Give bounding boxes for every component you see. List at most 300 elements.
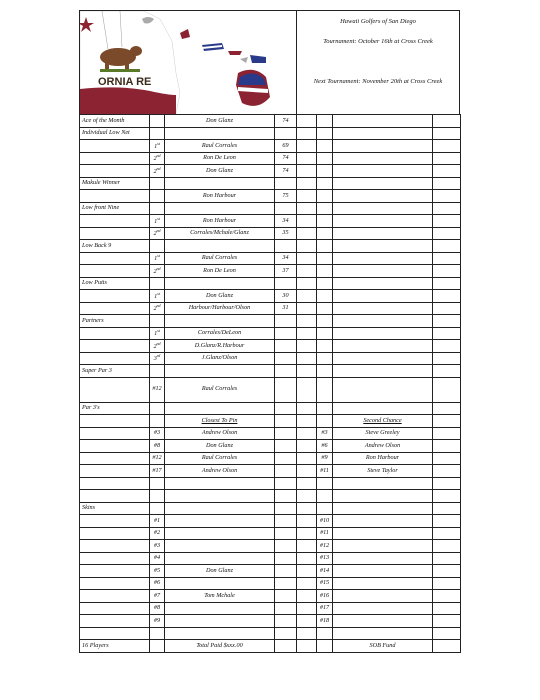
score-cell [275,315,297,328]
place-number: 1 [154,142,158,150]
second-name-cell [333,140,433,153]
section-row [80,502,461,515]
score-cell [275,527,297,540]
place-cell [150,252,165,265]
place-cell: #3 [150,540,165,553]
score-cell [275,465,297,478]
score-cell [275,615,297,628]
score-cell: 30 [275,290,297,303]
place-number: 1 [154,330,158,338]
label-cell [80,552,150,565]
spacer-cell [297,465,317,478]
second-name-cell [333,252,433,265]
place-cell [150,502,165,515]
name-cell [165,552,275,565]
name-cell [165,615,275,628]
label-cell: Par 3's [80,402,150,415]
second-name-cell [333,190,433,203]
hole-cell [317,190,333,203]
place-cell: #17 [150,465,165,478]
second-name-cell [333,527,433,540]
tournament-info [296,10,460,115]
hole-cell [317,252,333,265]
place-cell: #12 [150,452,165,465]
flag-text: ORNIA RE [98,76,152,88]
spacer-cell [297,502,317,515]
spacer-cell [297,277,317,290]
name-cell [165,277,275,290]
end-cell [433,215,461,228]
score-cell [275,202,297,215]
end-cell [433,627,461,640]
section-row [80,240,461,253]
name-cell [165,577,275,590]
second-name-cell [333,552,433,565]
place-suffix: rd [156,353,161,359]
hole-cell [317,327,333,340]
tournament-date: Tournament: October 16th at Cross Creek [323,38,433,45]
second-name-cell [333,277,433,290]
place-cell: #7 [150,590,165,603]
spacer-cell [297,402,317,415]
label-cell [80,190,150,203]
name-cell [165,502,275,515]
end-cell [433,527,461,540]
name-cell: Andrew Olson [165,465,275,478]
score-cell [275,627,297,640]
place-cell [150,165,165,178]
table-row [80,340,461,353]
place-number: 1 [154,255,158,263]
place-cell: #8 [150,440,165,453]
spacer-cell [297,127,317,140]
place-number: 2 [153,230,157,238]
score-cell: 74 [275,115,297,128]
score-cell [275,602,297,615]
place-cell: #6 [150,577,165,590]
spacer-cell [297,190,317,203]
spacer-cell [297,590,317,603]
second-name-cell [333,227,433,240]
name-cell [165,540,275,553]
end-cell [433,315,461,328]
second-name-cell [333,502,433,515]
table-row [80,565,461,578]
score-cell: 35 [275,227,297,240]
end-cell [433,565,461,578]
end-cell [433,515,461,528]
label-cell [80,265,150,278]
score-cell [275,127,297,140]
spacer-cell [297,115,317,128]
second-name-cell [333,565,433,578]
hole-cell [317,240,333,253]
label-cell [80,415,150,428]
label-cell [80,477,150,490]
end-cell [433,277,461,290]
end-cell [433,202,461,215]
name-cell: Ron Harbour [165,190,275,203]
table-row [80,227,461,240]
second-name-cell [333,327,433,340]
table-row [80,415,461,428]
hole-cell [317,477,333,490]
end-cell [433,352,461,365]
table-row [80,327,461,340]
name-cell [165,627,275,640]
label-cell [80,577,150,590]
hole-cell: #3 [317,427,333,440]
table-row [80,477,461,490]
spacer-cell [297,415,317,428]
place-number: 1 [154,217,158,225]
place-suffix: nd [156,165,161,171]
end-cell [433,552,461,565]
second-name-cell [333,302,433,315]
spacer-cell [297,152,317,165]
hole-cell: #14 [317,565,333,578]
spacer-cell [297,352,317,365]
place-suffix: st [157,215,160,221]
spacer-cell [297,377,317,402]
name-cell: Raul Corrales [165,140,275,153]
table-row [80,452,461,465]
end-cell [433,340,461,353]
header [79,10,460,115]
label-cell [80,615,150,628]
second-name-cell [333,152,433,165]
hole-cell [317,640,333,653]
score-cell: 37 [275,265,297,278]
score-cell: 74 [275,152,297,165]
spacer-cell [297,165,317,178]
second-name-cell: Steve Taylor [333,465,433,478]
end-cell [433,365,461,378]
second-name-cell [333,352,433,365]
table-row [80,302,461,315]
place-cell: #3 [150,427,165,440]
hole-cell [317,315,333,328]
label-cell [80,290,150,303]
place-number: 1 [154,292,158,300]
name-cell [165,365,275,378]
score-cell: 34 [275,252,297,265]
place-number: 2 [153,167,157,175]
score-cell [275,577,297,590]
hole-cell [317,177,333,190]
end-cell [433,190,461,203]
table-row [80,515,461,528]
second-name-cell [333,315,433,328]
table-row [80,152,461,165]
second-name-cell [333,602,433,615]
score-cell [275,452,297,465]
name-cell: Andrew Olson [165,427,275,440]
hole-cell: #18 [317,615,333,628]
table-row [80,490,461,503]
spacer-cell [297,627,317,640]
table-row [80,265,461,278]
name-cell: Don Glanz [165,115,275,128]
second-name-cell [333,215,433,228]
table-row [80,215,461,228]
label-cell [80,627,150,640]
label-cell [80,440,150,453]
spacer-cell [297,290,317,303]
spacer-cell [297,315,317,328]
end-cell [433,577,461,590]
score-cell [275,502,297,515]
spacer-cell [297,215,317,228]
name-cell: Raul Corrales [165,252,275,265]
place-cell [150,477,165,490]
spacer-cell [297,240,317,253]
hole-cell: #16 [317,590,333,603]
hole-cell [317,115,333,128]
name-cell: Corrales/Mchale/Glanz [165,227,275,240]
name-cell: Don Glanz [165,290,275,303]
label-cell [80,352,150,365]
score-cell: 34 [275,215,297,228]
end-cell [433,502,461,515]
name-cell [165,515,275,528]
place-suffix: nd [156,340,161,346]
score-cell: 75 [275,190,297,203]
spacer-cell [297,140,317,153]
table-row [80,640,461,653]
hole-cell [317,140,333,153]
place-cell: #2 [150,527,165,540]
score-cell [275,415,297,428]
label-cell [80,227,150,240]
second-name-cell [333,577,433,590]
label-cell [80,527,150,540]
label-cell: Individual Low Net [80,127,150,140]
name-cell [165,602,275,615]
hole-cell [317,402,333,415]
end-cell [433,127,461,140]
label-cell [80,540,150,553]
second-name-cell [333,627,433,640]
table-row [80,590,461,603]
second-name-cell [333,615,433,628]
label-cell [80,252,150,265]
spacer-cell [297,202,317,215]
place-cell [150,277,165,290]
second-name-cell: Ron Harbour [333,452,433,465]
name-cell: Corrales/DeLeon [165,327,275,340]
hole-cell [317,215,333,228]
end-cell [433,590,461,603]
place-cell [150,402,165,415]
label-cell: Makule Winner [80,177,150,190]
name-cell: Raul Corrales [165,452,275,465]
hole-cell: #17 [317,602,333,615]
end-cell [433,615,461,628]
spacer-cell [297,490,317,503]
label-cell [80,140,150,153]
second-name-cell [333,365,433,378]
label-cell [80,152,150,165]
end-cell [433,152,461,165]
spacer-cell [297,440,317,453]
place-cell [150,215,165,228]
hole-cell [317,202,333,215]
second-name-cell [333,265,433,278]
place-suffix: nd [156,303,161,309]
score-cell [275,565,297,578]
name-cell: Ron De Leon [165,152,275,165]
table-row [80,352,461,365]
name-cell: Don Glanz [165,165,275,178]
section-row [80,277,461,290]
hole-cell [317,165,333,178]
second-name-cell [333,515,433,528]
second-name-cell [333,377,433,402]
label-cell: Super Par 3 [80,365,150,378]
name-cell [165,177,275,190]
score-cell [275,440,297,453]
label-cell [80,602,150,615]
place-number: 2 [153,267,157,275]
label-cell [80,427,150,440]
section-row [80,365,461,378]
place-number: 2 [153,305,157,313]
hole-cell [317,490,333,503]
second-name-cell [333,540,433,553]
name-cell: Don Glanz [165,565,275,578]
place-suffix: nd [156,153,161,159]
label-cell [80,590,150,603]
place-cell: #9 [150,615,165,628]
spacer-cell [297,527,317,540]
hole-cell [317,365,333,378]
label-cell: Low Putts [80,277,150,290]
score-cell [275,552,297,565]
name-cell: D.Glanz/R.Harbour [165,340,275,353]
place-suffix: st [157,140,160,146]
club-name: Hawaii Golfers of San Diego [340,18,416,25]
place-cell [150,365,165,378]
name-cell: Harbour/Harbour/Olson [165,302,275,315]
second-name-cell [333,340,433,353]
hole-cell: #10 [317,515,333,528]
table-row [80,465,461,478]
spacer-cell [297,365,317,378]
end-cell [433,240,461,253]
score-cell [275,340,297,353]
score-cell [275,490,297,503]
place-number: 2 [153,155,157,163]
table-row [80,290,461,303]
end-cell [433,402,461,415]
name-cell: Tom Mchale [165,590,275,603]
spacer-cell [297,615,317,628]
section-row [80,402,461,415]
flag-illustration [80,11,296,114]
name-cell [165,490,275,503]
end-cell [433,252,461,265]
section-row [80,177,461,190]
second-name-cell [333,165,433,178]
table-row [80,540,461,553]
score-cell [275,277,297,290]
name-cell: Ron De Leon [165,265,275,278]
score-cell [275,540,297,553]
table-row [80,165,461,178]
place-cell [150,190,165,203]
place-number: 3 [153,355,157,363]
hole-cell: #15 [317,577,333,590]
place-suffix: st [157,290,160,296]
spacer-cell [297,552,317,565]
hole-cell [317,352,333,365]
end-cell [433,227,461,240]
place-suffix: st [157,328,160,334]
label-cell: Partners [80,315,150,328]
place-cell [150,640,165,653]
name-cell: Raul Corrales [165,377,275,402]
place-cell: #1 [150,515,165,528]
score-cell [275,477,297,490]
second-name-cell: Andrew Olson [333,440,433,453]
label-cell: 16 Players [80,640,150,653]
place-number: 2 [153,342,157,350]
end-cell [433,377,461,402]
name-cell [165,127,275,140]
score-cell [275,640,297,653]
hole-cell: #6 [317,440,333,453]
label-cell [80,215,150,228]
name-cell: Don Glanz [165,440,275,453]
hole-cell [317,265,333,278]
section-row [80,127,461,140]
place-cell [150,140,165,153]
spacer-cell [297,177,317,190]
second-name-cell [333,177,433,190]
spacer-cell [297,577,317,590]
hole-cell: #11 [317,465,333,478]
hole-cell [317,377,333,402]
place-cell [150,352,165,365]
label-cell [80,340,150,353]
place-cell [150,627,165,640]
second-name-cell [333,477,433,490]
hole-cell [317,415,333,428]
hole-cell: #11 [317,527,333,540]
results-table [79,114,461,653]
place-suffix: nd [156,265,161,271]
end-cell [433,302,461,315]
table-row [80,140,461,153]
hole-cell: #12 [317,540,333,553]
table-row [80,440,461,453]
hole-cell [317,290,333,303]
spacer-cell [297,302,317,315]
place-suffix: nd [156,228,161,234]
end-cell [433,427,461,440]
hole-cell [317,340,333,353]
table-row [80,252,461,265]
table-row [80,377,461,402]
end-cell [433,177,461,190]
second-name-cell: Second Chance [333,415,433,428]
hole-cell [317,502,333,515]
end-cell [433,165,461,178]
place-cell: #4 [150,552,165,565]
second-name-cell [333,202,433,215]
score-cell [275,515,297,528]
